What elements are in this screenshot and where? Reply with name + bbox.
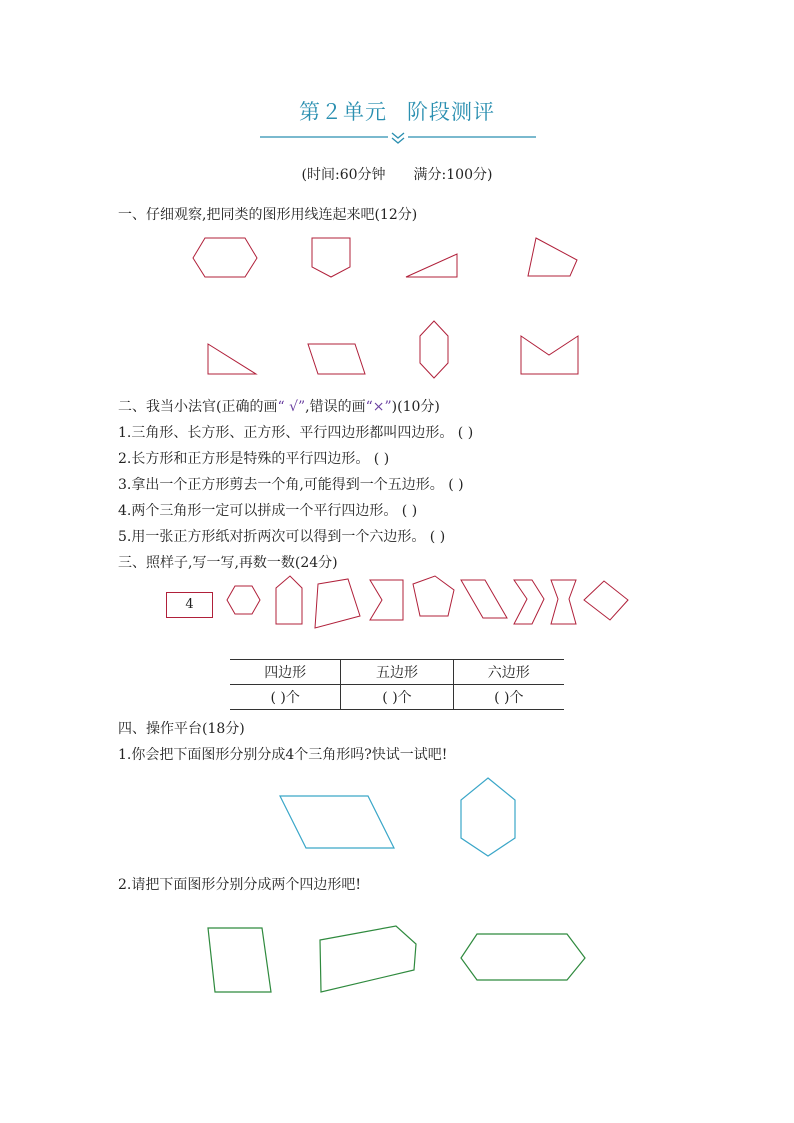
hexagon-wide-shape [461,934,585,980]
full-score: 满分:100分) [413,167,493,183]
question-4-2-shapes [200,918,600,1000]
table-header: 六边形 [453,660,564,685]
section-2-title-part: 二、我当小法官(正确的画 [118,399,278,415]
judge-item-5: 5.用一张正方形纸对折两次可以得到一个六边形。 ( ) [118,529,446,545]
quadrilateral-shape [315,579,360,628]
house-pentagon-shape [276,576,302,624]
section-2-title [118,396,440,416]
unit-label: 第２单元 [299,100,387,124]
section-2-title-part: )(10分) [391,399,440,415]
title-divider [260,128,536,148]
exam-info [0,164,794,184]
pentagon-shape [413,576,454,616]
table-header: 四边形 [230,660,341,685]
triangle-shape [406,254,457,277]
quadrilateral-shape [584,581,628,620]
right-triangle-shape [208,344,256,374]
pentagon-shape [312,238,350,277]
chevron-hexagon-shape [514,580,544,624]
question-4-1: 1.你会把下面图形分别分成4个三角形吗?快试一试吧! [118,747,448,763]
hexagon-tall-shape [461,778,515,856]
hexagon-small-shape [227,586,260,614]
judge-item-4: 4.两个三角形一定可以拼成一个平行四边形。 ( ) [118,503,418,519]
cross-mark: “×” [365,399,392,415]
time-limit: (时间:60分钟 [301,167,386,183]
question-4-2: 2.请把下面图形分别分成两个四边形吧! [118,877,361,893]
hexagon-shape [193,238,257,277]
page-title [0,96,794,126]
section-4-title: 四、操作平台(18分) [118,721,245,737]
hexagon-tall-shape [420,321,448,378]
quadrilateral-shape [528,238,577,276]
parallelogram-shape [461,580,507,618]
concave-pentagon-shape [521,336,578,374]
bowtie-hexagon-shape [551,580,576,624]
table-cell: ( )个 [341,685,453,710]
section-3-title: 三、照样子,写一写,再数一数(24分) [118,555,338,571]
section-1-shapes [190,230,600,390]
example-answer-box: 4 [166,592,213,618]
parallelogram-shape [308,344,365,374]
judge-item-3: 3.拿出一个正方形剪去一个角,可能得到一个五边形。 ( ) [118,477,464,493]
check-mark: “ √” [277,399,306,415]
parallelogram-shape [280,796,394,848]
table-cell: ( )个 [453,685,564,710]
section-2-title-part: ,错误的画 [305,399,366,415]
question-4-1-shapes [270,770,530,865]
shape-count-table [230,659,564,710]
section-1-title: 一、仔细观察,把同类的图形用线连起来吧(12分) [118,207,418,223]
test-name: 阶段测评 [407,100,495,124]
trapezoid-shape [208,928,271,992]
table-cell: ( )个 [230,685,341,710]
judge-item-2: 2.长方形和正方形是特殊的平行四边形。 ( ) [118,451,390,467]
judge-item-1: 1.三角形、长方形、正方形、平行四边形都叫四边形。 ( ) [118,425,474,441]
section-3-shapes [220,572,640,632]
chevron-down-icon [392,133,404,138]
bowtie-hexagon-shape [370,580,403,620]
table-header: 五边形 [341,660,453,685]
pentagon-shape [320,926,416,992]
